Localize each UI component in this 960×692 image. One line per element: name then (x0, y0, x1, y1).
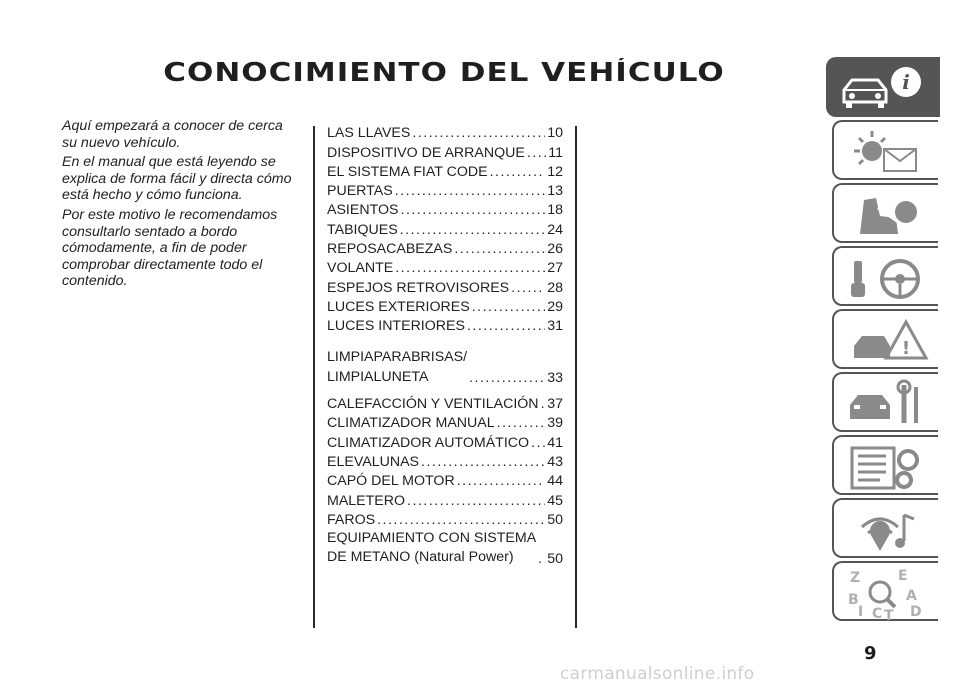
toc-entry[interactable] (327, 199, 563, 218)
toc-page: 13 (547, 183, 563, 200)
column-divider (575, 126, 577, 628)
toc-page: 31 (547, 318, 563, 335)
seat-airbag-icon (840, 188, 936, 242)
car-maintenance-icon (840, 377, 936, 431)
toc-label: CLIMATIZADOR AUTOMÁTICO (327, 434, 530, 451)
toc-page: 24 (547, 221, 563, 238)
toc-entry[interactable] (327, 276, 563, 295)
toc-page: 27 (547, 260, 563, 277)
toc-page: 37 (547, 396, 563, 413)
toc-label: ASIENTOS (327, 202, 399, 219)
toc-entry[interactable] (327, 451, 563, 470)
toc-label: VOLANTE (327, 260, 394, 277)
tab-maintenance[interactable] (832, 372, 938, 432)
toc-page: 43 (547, 454, 563, 471)
toc-entry[interactable] (327, 347, 563, 387)
intro-paragraph: En el manual que está leyendo se explica de forma fácil y directa cómo está hecho y cómo funciona. (62, 154, 292, 204)
svg-text:!: ! (901, 338, 911, 359)
tab-warning-lights[interactable] (832, 120, 938, 180)
toc-entry[interactable] (327, 238, 563, 257)
toc-page: 50 (547, 550, 563, 567)
toc-label: TABIQUES (327, 221, 398, 238)
toc-label: ESPEJOS RETROVISORES (327, 279, 510, 296)
toc-entry[interactable] (327, 141, 563, 160)
toc-entry[interactable] (327, 528, 563, 568)
toc-entry[interactable] (327, 470, 563, 489)
toc-page: 39 (547, 415, 563, 432)
page-title: CONOCIMIENTO DEL VEHÍCULO (163, 58, 725, 88)
toc-page: 28 (547, 279, 563, 296)
toc-label: FAROS (327, 511, 376, 528)
toc-entry[interactable] (327, 296, 563, 315)
svg-text:B: B (848, 592, 859, 608)
toc-page: 26 (547, 241, 563, 258)
car-emergency-icon (840, 314, 936, 368)
toc-page: 41 (547, 434, 563, 451)
intro-paragraph: Por este motivo le recomendamos consultarlo sentado a bordo cómodamente, a fin de poder comprobar directamente todo el contenido. (62, 206, 278, 290)
intro-paragraph: Aquí empezará a conocer de cerca su nuevo vehículo. (62, 118, 283, 151)
tab-index[interactable] (832, 561, 938, 621)
toc-entry[interactable] (327, 489, 563, 508)
toc-label: MALETERO (327, 492, 406, 509)
svg-text:D: D (910, 604, 922, 620)
svg-text:C: C (872, 606, 883, 620)
toc-label: REPOSACABEZAS (327, 241, 453, 258)
toc-entry[interactable] (327, 315, 563, 334)
toc-label: LUCES EXTERIORES (327, 298, 470, 315)
svg-text:T: T (884, 608, 894, 620)
toc-label: LUCES INTERIORES (327, 318, 465, 335)
toc-label: EQUIPAMIENTO CON SISTEMA DE METANO (Natural Power) (327, 529, 537, 566)
svg-text:i: i (902, 70, 910, 94)
svg-text:Z: Z (850, 570, 861, 586)
toc-entry[interactable] (327, 122, 563, 141)
tab-multimedia[interactable] (832, 498, 938, 558)
key-steering-wheel-icon (840, 251, 936, 305)
toc-page: 18 (547, 202, 563, 219)
tab-emergency[interactable] (832, 309, 938, 369)
toc-page: 33 (547, 369, 563, 386)
toc-entry[interactable] (327, 257, 563, 276)
table-of-contents (327, 122, 563, 568)
toc-entry[interactable] (327, 431, 563, 450)
toc-label: LIMPIAPARABRISAS/ LIMPIALUNETA (327, 349, 468, 385)
toc-label: CALEFACCIÓN Y VENTILACIÓN (327, 396, 539, 413)
toc-label: PUERTAS (327, 183, 393, 200)
toc-page: 50 (547, 511, 563, 528)
tab-car-info[interactable] (826, 57, 940, 117)
toc-label: DISPOSITIVO DE ARRANQUE (327, 144, 525, 161)
toc-entry[interactable] (327, 161, 563, 180)
toc-page: 45 (547, 492, 563, 509)
toc-label: CAPÓ DEL MOTOR (327, 473, 455, 490)
toc-label: ELEVALUNAS (327, 454, 419, 471)
toc-entry[interactable] (327, 412, 563, 431)
toc-page: 44 (547, 473, 563, 490)
toc-page: 11 (548, 144, 563, 161)
svg-text:E: E (898, 568, 908, 584)
multimedia-icon (840, 503, 936, 557)
technical-data-icon (840, 440, 936, 494)
toc-label: CLIMATIZADOR MANUAL (327, 415, 495, 432)
toc-page: 29 (547, 298, 563, 315)
warning-lights-icon (840, 125, 936, 179)
watermark: carmanualsonline.info (560, 664, 755, 684)
toc-label: LAS LLAVES (327, 125, 411, 142)
toc-label: EL SISTEMA FIAT CODE (327, 163, 488, 180)
tab-technical-data[interactable] (832, 435, 938, 495)
toc-page: 10 (547, 125, 563, 142)
svg-text:A: A (906, 588, 917, 604)
car-info-icon (834, 62, 930, 116)
toc-entry[interactable] (327, 393, 563, 412)
index-icon (840, 566, 936, 620)
svg-text:I: I (858, 604, 864, 620)
column-divider (313, 126, 315, 628)
toc-page: 12 (547, 163, 563, 180)
page-number: 9 (864, 643, 877, 664)
intro-text (62, 118, 298, 293)
toc-entry[interactable] (327, 509, 563, 528)
toc-entry[interactable] (327, 180, 563, 199)
tab-safety[interactable] (832, 183, 938, 243)
toc-entry[interactable] (327, 218, 563, 237)
tab-starting-driving[interactable] (832, 246, 938, 306)
